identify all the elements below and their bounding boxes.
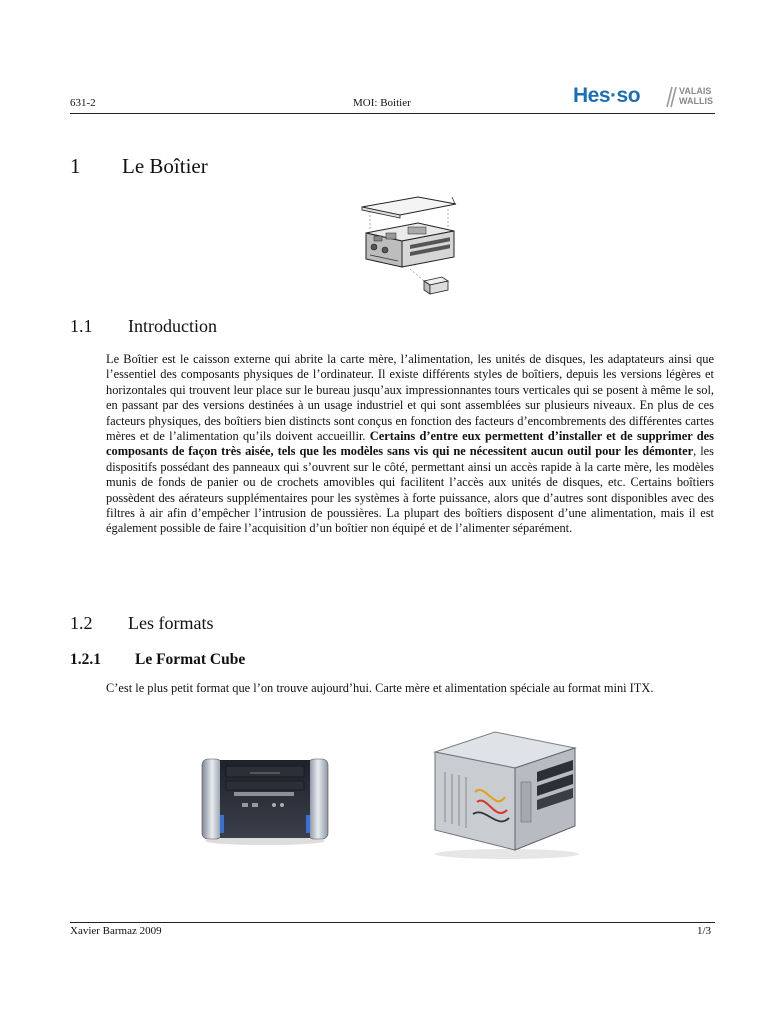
- section-1-number: 1: [70, 154, 81, 178]
- header-title: MOI: Boitier: [353, 97, 411, 109]
- section-1-1-heading: [70, 316, 217, 337]
- section-1-2-title: Les formats: [128, 613, 214, 633]
- logo-sub-valais: VALAIS: [679, 86, 712, 96]
- section-1-2-number: 1.2: [70, 613, 93, 633]
- footer-page-number: 1/3: [697, 925, 712, 937]
- section-1-1-number: 1.1: [70, 316, 93, 336]
- intro-text-part1: Le Boîtier est le caisson externe qui abrite la carte mère, l’alimentation, les unités de disques, les adaptateurs ainsi que l’essentiel des composants physiques de l’ordinateur. Il existe différents styles de boîtiers, depuis les versions légères et horizontales qui trouvent leur place sur le bureau jusqu’aux impressionnantes tours verticales qui se posent à même le sol, en passant par des versions destinées à un usage industriel et qui sont assemblées sur plusieurs niveaux. En plus de ces facteurs physiques, des boîtiers bien distincts sont conçus en fonction des facteurs d’encombrements des différentes cartes mères et de l’alimentation qu’ils doivent accueillir.: [106, 352, 714, 444]
- section-1-heading: [70, 154, 208, 179]
- section-1-2-heading: [70, 613, 213, 634]
- intro-text-part2: , les dispositifs possédant des panneaux qui s’ouvrent sur le côté, permettant ainsi un accès rapide à la carte mère, les modèles munis de fonds de panier ou de crochets amovibles qui facilitent l’accès aux unités de disques, etc. Certains boîtiers possèdent des aérateurs supplémentaires pour les systèmes à forte puissance, alors que d’autres sont disponibles avec des filtres à air afin d’empêcher l’intrusion de poussières. La plupart des boîtiers disposent d’une alimentation, mais il est également possible de faire l’acquisition d’un boîtier non équipé et de l’alimenter séparément.: [106, 444, 714, 536]
- exploded-case-illustration: [360, 193, 462, 301]
- hes-so-logo: [573, 84, 717, 110]
- introduction-paragraph: [106, 352, 714, 537]
- intro-text-bold: Certains d’entre eux permettent d’installer et de supprimer des composants de façon très aisée, tels que les modèles sans vis qui ne nécessitent aucun outil pour les démonter: [106, 429, 714, 459]
- footer-author: Xavier Barmaz 2009: [70, 925, 162, 937]
- header-course-code: 631-2: [70, 97, 96, 109]
- section-1-1-title: Introduction: [128, 316, 217, 336]
- format-cube-paragraph: C’est le plus petit format que l’on trouve aujourd’hui. Carte mère et alimentation spéciale au format mini ITX.: [106, 681, 654, 695]
- cube-case-open-chassis-photo: [425, 722, 585, 862]
- logo-wordmark: Hes·so: [573, 84, 641, 107]
- cube-case-front-photo: [200, 757, 330, 845]
- logo-sub-wallis: WALLIS: [679, 96, 713, 106]
- section-1-2-1-title: Le Format Cube: [135, 651, 246, 668]
- logo-slashes-icon: [661, 86, 679, 108]
- section-1-title: Le Boîtier: [122, 154, 208, 178]
- section-1-2-1-number: 1.2.1: [70, 651, 101, 668]
- header-rule: [70, 113, 715, 114]
- section-1-2-1-heading: [70, 651, 245, 669]
- footer-rule: [70, 922, 715, 923]
